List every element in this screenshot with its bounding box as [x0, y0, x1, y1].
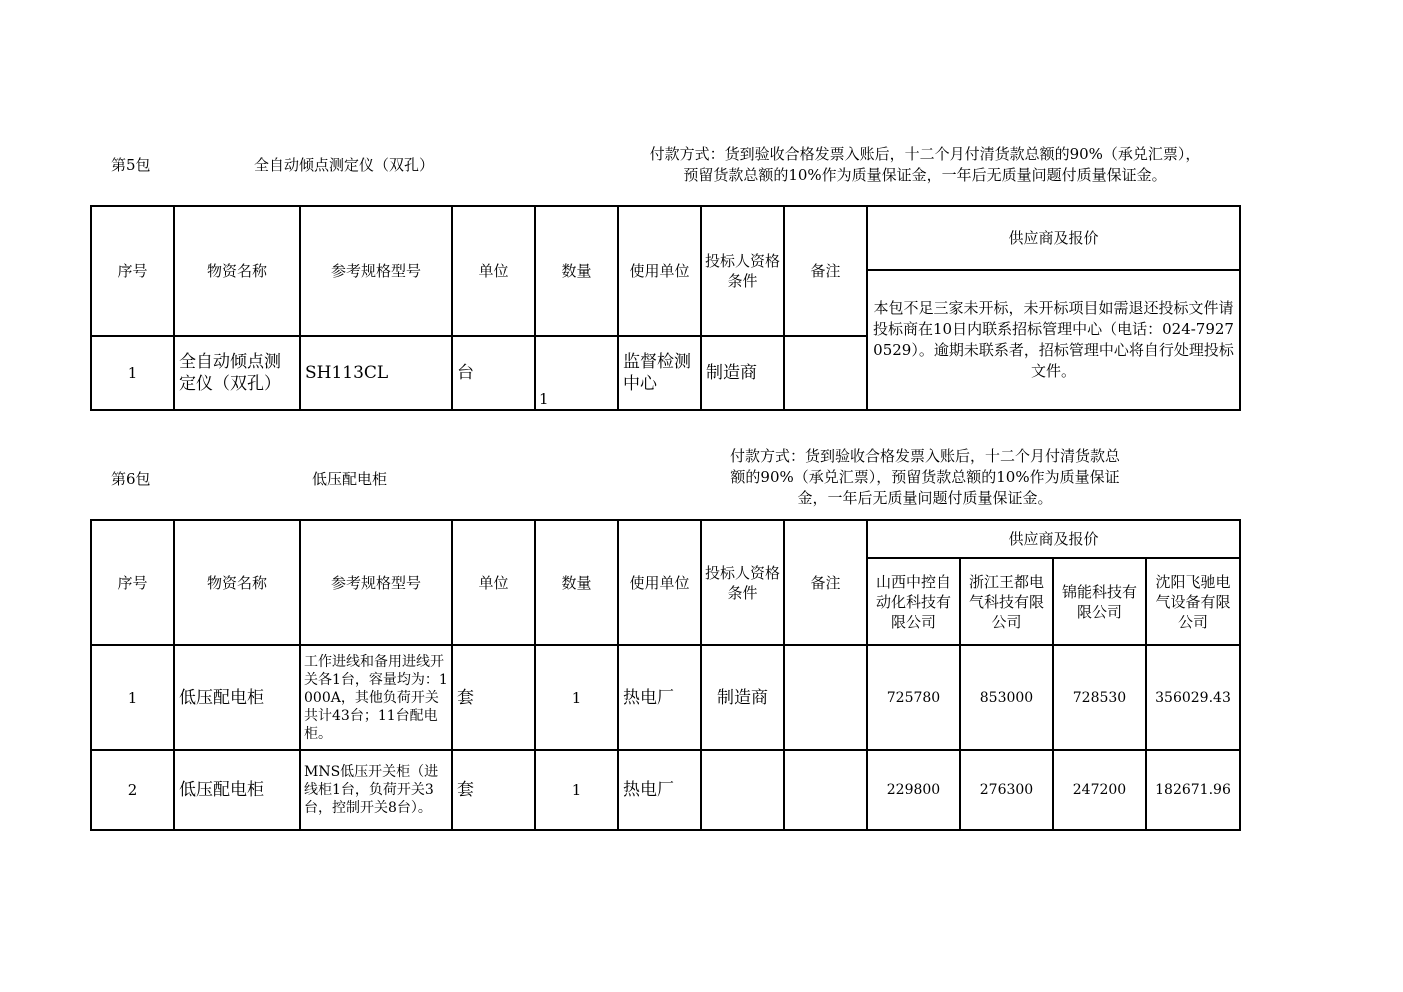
- header-no: 序号: [91, 520, 174, 645]
- row-spec: SH113CL: [300, 336, 452, 410]
- header-name: 物资名称: [174, 520, 300, 645]
- row-price: 229800: [867, 750, 960, 830]
- header-qualification: 投标人资格条件: [701, 206, 784, 336]
- row-no: 1: [91, 645, 174, 750]
- header-spec: 参考规格型号: [300, 520, 452, 645]
- row-spec: 工作进线和备用进线开关各1台，容量均为：1000A，其他负荷开关共计43台；11台配电柜。: [300, 645, 452, 750]
- header-unit: 单位: [452, 206, 535, 336]
- package5-title: 全自动倾点测定仪（双孔）: [254, 156, 435, 174]
- supplier-name: 沈阳飞驰电气设备有限公司: [1146, 558, 1240, 645]
- package5-label: 第5包: [111, 156, 151, 174]
- header-qty: 数量: [535, 206, 618, 336]
- supplier-name: 山西中控自动化科技有限公司: [867, 558, 960, 645]
- package6-payment-line3: 金，一年后无质量问题付质量保证金。: [797, 489, 1053, 507]
- supplier-name: 锦能科技有限公司: [1053, 558, 1146, 645]
- unopened-notice: 本包不足三家未开标，未开标项目如需退还投标文件请投标商在10日内联系招标管理中心（电话：024-79270529）。逾期未联系者，招标管理中心将自行处理投标文件。: [867, 270, 1240, 410]
- row-price: 725780: [867, 645, 960, 750]
- header-user: 使用单位: [618, 520, 701, 645]
- header-qualification: 投标人资格条件: [701, 520, 784, 645]
- header-user: 使用单位: [618, 206, 701, 336]
- row-remark: [784, 645, 867, 750]
- supplier-name: 浙江王都电气科技有限公司: [960, 558, 1053, 645]
- package6-table: [90, 519, 1241, 831]
- row-name: 低压配电柜: [174, 750, 300, 830]
- row-unit: 套: [452, 645, 535, 750]
- row-user: 热电厂: [618, 750, 701, 830]
- header-spec: 参考规格型号: [300, 206, 452, 336]
- package6-title: 低压配电柜: [312, 470, 388, 488]
- header-no: 序号: [91, 206, 174, 336]
- header-unit: 单位: [452, 520, 535, 645]
- row-price: 356029.43: [1146, 645, 1240, 750]
- package6-payment-line1: 付款方式：货到验收合格发票入账后，十二个月付清货款总: [729, 447, 1120, 465]
- row-unit: 套: [452, 750, 535, 830]
- row-name: 低压配电柜: [174, 645, 300, 750]
- row-qualification: 制造商: [701, 645, 784, 750]
- package5-payment-line1: 付款方式：货到验收合格发票入账后，十二个月付清货款总额的90%（承兑汇票），: [649, 145, 1201, 163]
- row-name: 全自动倾点测定仪（双孔）: [174, 336, 300, 410]
- row-no: 1: [91, 336, 174, 410]
- row-qualification: 制造商: [701, 336, 784, 410]
- row-price: 182671.96: [1146, 750, 1240, 830]
- row-unit: 台: [452, 336, 535, 410]
- row-spec: MNS低压开关柜（进线柜1台，负荷开关3台，控制开关8台）。: [300, 750, 452, 830]
- row-price: 853000: [960, 645, 1053, 750]
- header-remark: 备注: [784, 520, 867, 645]
- row-price: 728530: [1053, 645, 1146, 750]
- package6-label: 第6包: [111, 470, 151, 488]
- package5-payment-terms: [600, 144, 1250, 186]
- row-remark: [784, 750, 867, 830]
- row-user: 监督检测中心: [618, 336, 701, 410]
- table-row: [91, 645, 1240, 750]
- header-supplier: 供应商及报价: [867, 206, 1240, 270]
- row-qty: 1: [535, 750, 618, 830]
- row-price: 247200: [1053, 750, 1146, 830]
- header-name: 物资名称: [174, 206, 300, 336]
- header-qty: 数量: [535, 520, 618, 645]
- package5-payment-line2: 预留货款总额的10%作为质量保证金，一年后无质量问题付质量保证金。: [683, 166, 1167, 184]
- header-supplier: 供应商及报价: [867, 520, 1240, 558]
- row-user: 热电厂: [618, 645, 701, 750]
- row-remark: [784, 336, 867, 410]
- package6-payment-terms: [690, 446, 1160, 509]
- row-price: 276300: [960, 750, 1053, 830]
- row-qty: 1: [535, 336, 618, 410]
- package6-payment-line2: 额的90%（承兑汇票），预留货款总额的10%作为质量保证: [730, 468, 1120, 486]
- row-qty: 1: [535, 645, 618, 750]
- row-no: 2: [91, 750, 174, 830]
- header-remark: 备注: [784, 206, 867, 336]
- table-row: [91, 750, 1240, 830]
- package5-table: [90, 205, 1241, 411]
- row-qualification: [701, 750, 784, 830]
